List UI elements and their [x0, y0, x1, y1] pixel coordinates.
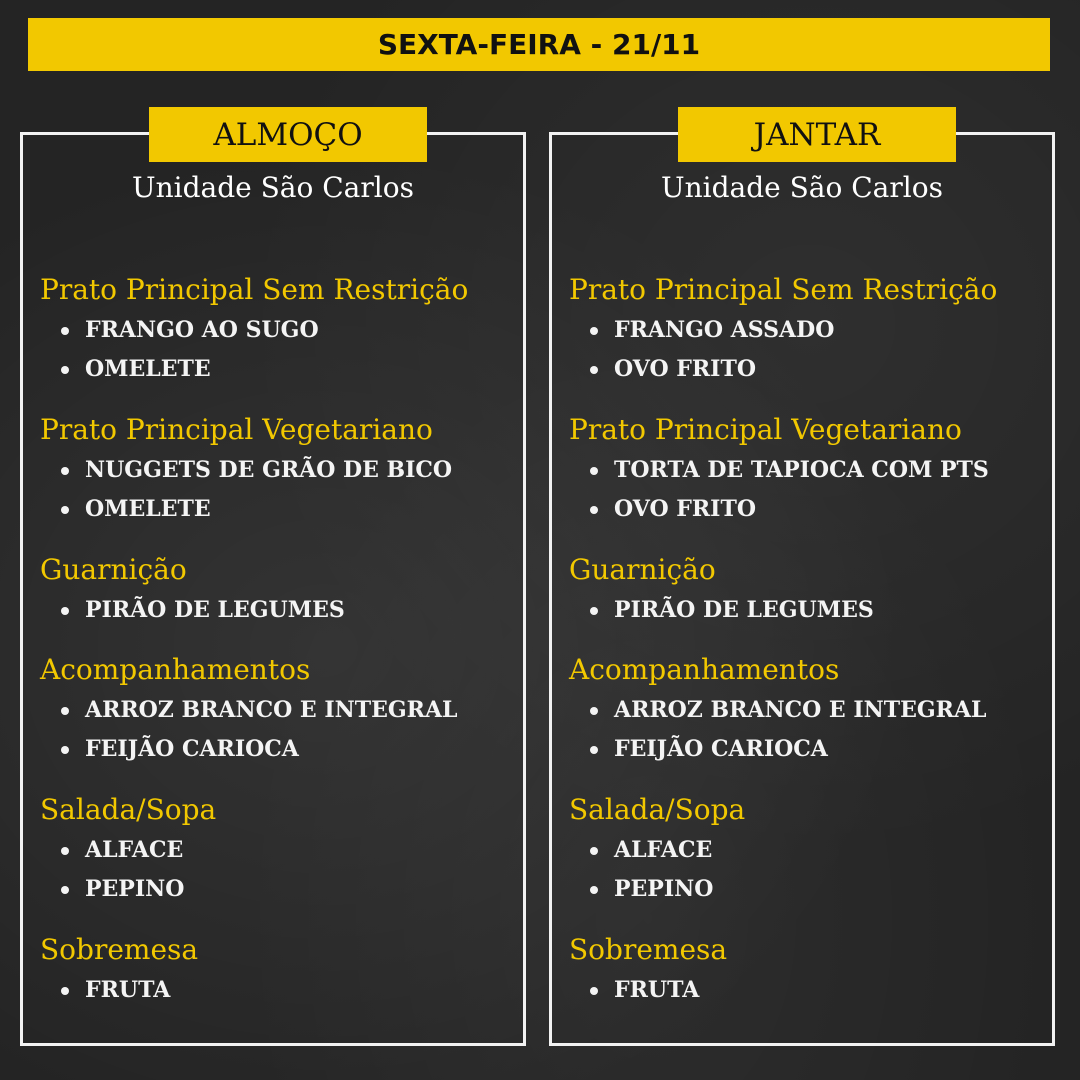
dish-list — [569, 971, 727, 1010]
dish-item: OMELETE — [40, 490, 452, 529]
dish-item: ARROZ BRANCO E INTEGRAL — [569, 691, 987, 730]
page-title: SEXTA-FEIRA - 21/11 — [28, 18, 1050, 71]
section-title: Salada/Sopa — [569, 793, 746, 826]
section-title: Guarnição — [40, 553, 187, 586]
dish-list — [569, 311, 997, 389]
dish-item: PEPINO — [569, 870, 745, 909]
lunch-panel — [20, 116, 526, 1046]
menu-section — [569, 413, 989, 529]
menu-section — [569, 933, 727, 1010]
dish-item: OMELETE — [40, 350, 468, 389]
menu-section — [40, 653, 458, 769]
menu-section — [569, 553, 874, 630]
dish-list — [40, 831, 216, 909]
dish-item: ALFACE — [40, 831, 216, 870]
dish-item: FRUTA — [569, 971, 727, 1010]
section-title: Guarnição — [569, 553, 716, 586]
dish-list — [569, 691, 987, 769]
dish-item: FRUTA — [40, 971, 198, 1010]
dish-item: PIRÃO DE LEGUMES — [569, 591, 874, 630]
section-title: Prato Principal Vegetariano — [40, 413, 433, 446]
dish-item: PIRÃO DE LEGUMES — [40, 591, 345, 630]
dish-item: PEPINO — [40, 870, 216, 909]
dish-list — [40, 691, 458, 769]
section-title: Prato Principal Sem Restrição — [569, 273, 998, 306]
dish-list — [569, 591, 874, 630]
dish-list — [569, 831, 745, 909]
meal-label: ALMOÇO — [149, 107, 427, 162]
section-title: Acompanhamentos — [569, 653, 840, 686]
unit-name: Unidade São Carlos — [661, 171, 943, 204]
menu-section — [569, 273, 997, 389]
menu-section — [40, 793, 216, 909]
dish-item: TORTA DE TAPIOCA COM PTS — [569, 451, 989, 490]
menu-section — [569, 793, 745, 909]
dish-list — [40, 451, 452, 529]
dish-item: OVO FRITO — [569, 350, 997, 389]
dish-list — [40, 971, 198, 1010]
menu-section — [569, 653, 987, 769]
section-title: Sobremesa — [40, 933, 199, 966]
dish-item: FEIJÃO CARIOCA — [569, 730, 987, 769]
menu-section — [40, 273, 468, 389]
menu-section — [40, 553, 345, 630]
dish-item: ALFACE — [569, 831, 745, 870]
section-title: Prato Principal Vegetariano — [569, 413, 962, 446]
menu-section — [40, 413, 452, 529]
dish-list — [569, 451, 989, 529]
dish-item: OVO FRITO — [569, 490, 989, 529]
section-title: Prato Principal Sem Restrição — [40, 273, 469, 306]
dish-item: FRANGO AO SUGO — [40, 311, 468, 350]
menu-section — [40, 933, 198, 1010]
dish-item: NUGGETS DE GRÃO DE BICO — [40, 451, 452, 490]
section-title: Acompanhamentos — [40, 653, 311, 686]
dish-item: FRANGO ASSADO — [569, 311, 997, 350]
dinner-panel — [549, 116, 1055, 1046]
dish-list — [40, 311, 468, 389]
dish-item: ARROZ BRANCO E INTEGRAL — [40, 691, 458, 730]
section-title: Salada/Sopa — [40, 793, 217, 826]
section-title: Sobremesa — [569, 933, 728, 966]
dish-list — [40, 591, 345, 630]
meal-label: JANTAR — [678, 107, 956, 162]
unit-name: Unidade São Carlos — [132, 171, 414, 204]
dish-item: FEIJÃO CARIOCA — [40, 730, 458, 769]
